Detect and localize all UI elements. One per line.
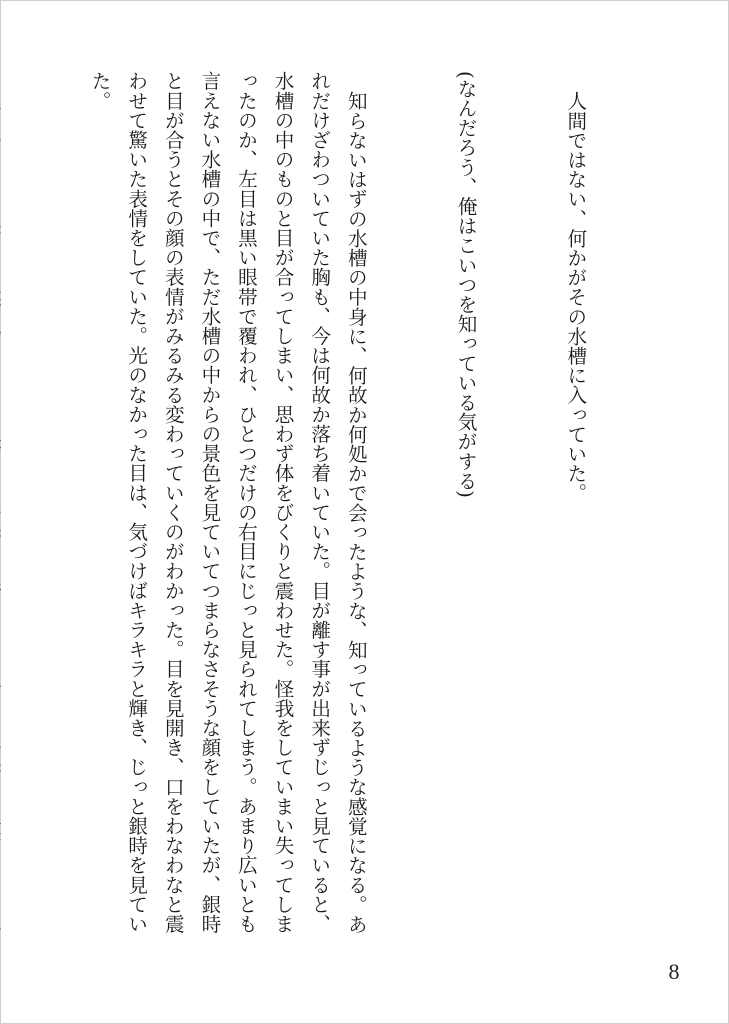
paragraph-approach	[0, 71, 7, 951]
paragraph-human: 人間ではない、何かがその水槽に入っていた。	[563, 90, 587, 503]
paragraph-thought: (なんだろう、俺はこいつを知っている気がする)	[454, 71, 478, 498]
vertical-text-body	[56, 71, 666, 951]
paragraph-eye-contact: 知らないはずの水槽の中身に、何故か何処かで会ったような、知っているような感覚になる。あれだけざわついていた胸も、今は何故か落ち着いていた。目が離す事が出来ずじっと見ていると、水槽の中のものと目が合ってしまい、思わず体をびくりと震わせた。怪我をしていまい失ってしまったのか、左目は黒い眼帯で覆われ、ひとつだけの右目にじっと見られてしまう。あまり広いとも言えない水槽の中で、ただ水槽の中からの景色を見ていてつまらなさそうな顔をしていたが、銀時と目が合うとその顔の表情がみるみる変わっていくのがわかった。目を見開き、口をわなわなと震わせて驚いた表情をしていた。光のなかった目は、気づけばキラキラと輝き、じっと銀時を見ていた。	[88, 71, 368, 934]
page-number: 8	[668, 959, 680, 984]
